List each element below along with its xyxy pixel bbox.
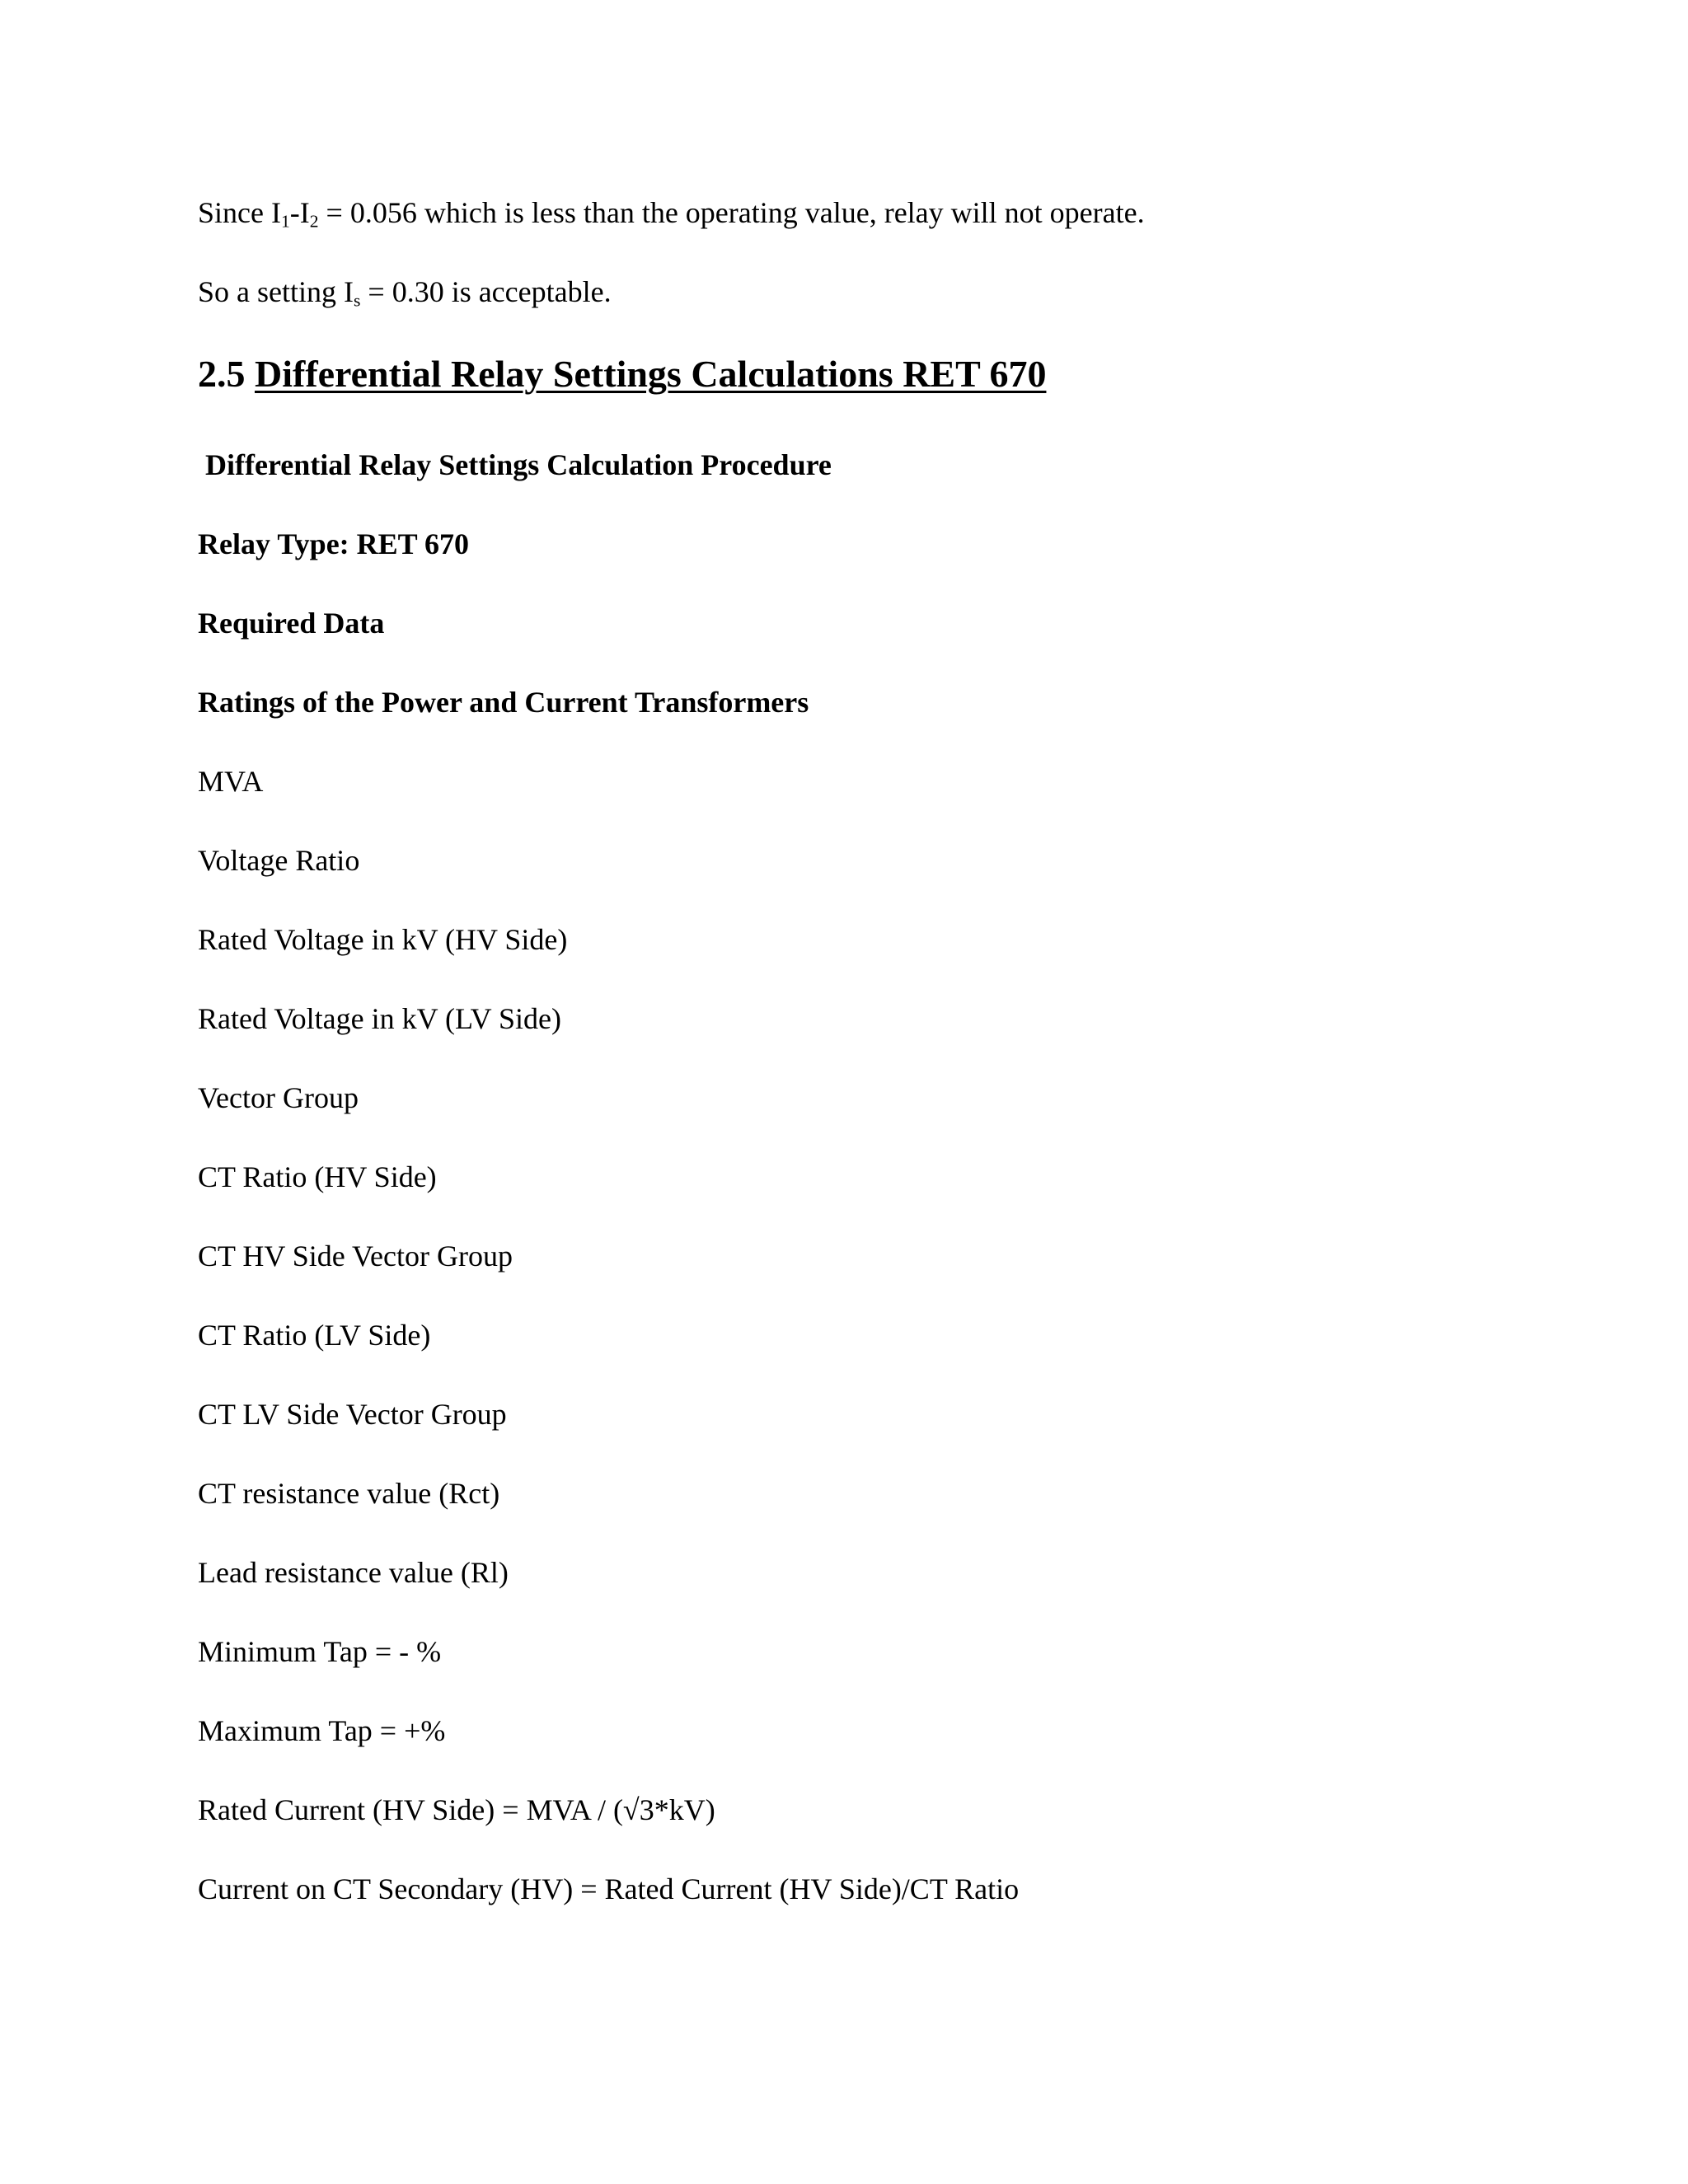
- section-number: 2.5: [198, 353, 246, 395]
- list-item: Maximum Tap = +%: [198, 1714, 446, 1747]
- subscript-s: s: [353, 290, 361, 311]
- list-item: Minimum Tap = - %: [198, 1635, 442, 1668]
- list-item: CT resistance value (Rct): [198, 1477, 500, 1510]
- list-item: CT HV Side Vector Group: [198, 1240, 513, 1272]
- setting-text-prefix: So a setting I: [198, 275, 354, 308]
- list-item: Vector Group: [198, 1081, 359, 1114]
- list-item: CT LV Side Vector Group: [198, 1398, 507, 1431]
- list-item: Current on CT Secondary (HV) = Rated Current (HV Side)/CT Ratio: [198, 1872, 1020, 1905]
- list-item: CT Ratio (HV Side): [198, 1160, 437, 1193]
- list-item: Rated Voltage in kV (HV Side): [198, 923, 568, 956]
- list-item: Lead resistance value (Rl): [198, 1556, 509, 1589]
- subscript-1: 1: [280, 211, 290, 232]
- list-item: Voltage Ratio: [198, 844, 360, 877]
- subheading-required-data: Required Data: [198, 607, 385, 640]
- list-item: CT Ratio (LV Side): [198, 1319, 431, 1352]
- section-heading: [198, 349, 1046, 399]
- section-title: Differential Relay Settings Calculations RET 670: [255, 353, 1047, 395]
- statement-relay-not-operate: [198, 193, 1145, 232]
- list-item: Rated Voltage in kV (LV Side): [198, 1002, 561, 1035]
- statement-setting-acceptable: [198, 272, 612, 312]
- subheading-relay-type: Relay Type: RET 670: [198, 527, 470, 560]
- list-item: Rated Current (HV Side) = MVA / (√3*kV): [198, 1793, 715, 1826]
- subscript-2: 2: [309, 211, 319, 232]
- statement-text-suffix: = 0.056 which is less than the operating value, relay will not operate.: [318, 196, 1145, 229]
- setting-text-suffix: = 0.30 is acceptable.: [360, 275, 612, 308]
- subheading-procedure: Differential Relay Settings Calculation Procedure: [205, 448, 832, 481]
- statement-text-mid: -I: [289, 196, 310, 229]
- subheading-ratings: Ratings of the Power and Current Transformers: [198, 686, 809, 719]
- list-item: MVA: [198, 765, 264, 798]
- statement-text-prefix: Since I: [198, 196, 281, 229]
